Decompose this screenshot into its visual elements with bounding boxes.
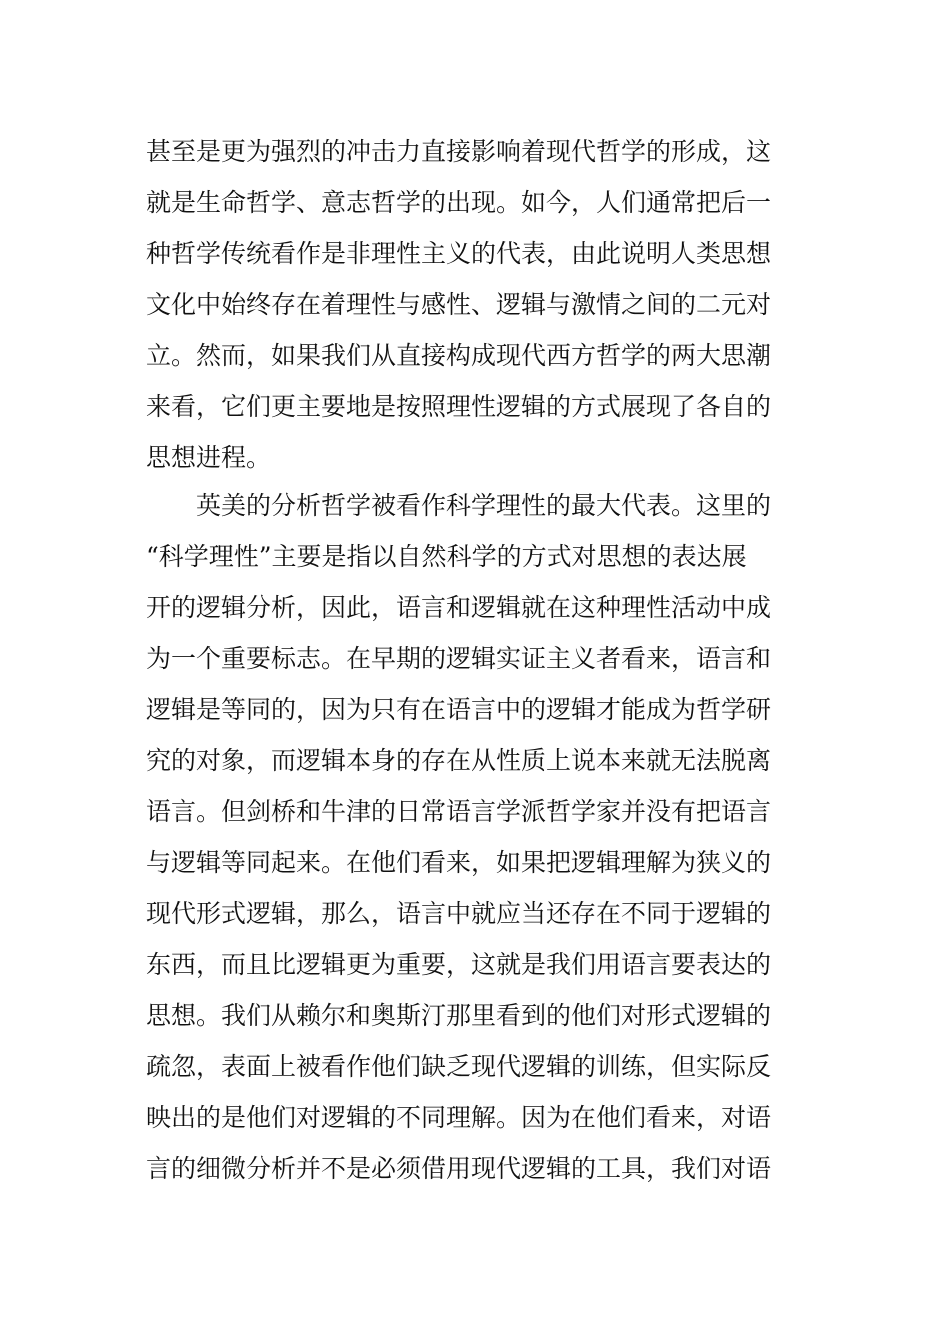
text-line: 思想进程。 — [146, 443, 272, 472]
text-line: 疏忽，表面上被看作他们缺乏现代逻辑的训练，但实际反 — [146, 1052, 772, 1081]
text-line: 英美的分析哲学被看作科学理性的最大代表。这里的 — [146, 491, 772, 520]
text-line: 与逻辑等同起来。在他们看来，如果把逻辑理解为狭义的 — [146, 848, 772, 877]
text-line: 逻辑是等同的，因为只有在语言中的逻辑才能成为哲学研 — [146, 695, 772, 724]
text-line: 映出的是他们对逻辑的不同理解。因为在他们看来，对语 — [146, 1103, 772, 1132]
text-line: 开的逻辑分析，因此，语言和逻辑就在这种理性活动中成 — [146, 593, 772, 622]
text-line: “科学理性”主要是指以自然科学的方式对思想的表达展 — [146, 542, 747, 571]
text-line: 就是生命哲学、意志哲学的出现。如今，人们通常把后一 — [146, 188, 772, 217]
text-line: 语言。但剑桥和牛津的日常语言学派哲学家并没有把语言 — [146, 797, 772, 826]
text-line: 言的细微分析并不是必须借用现代逻辑的工具，我们对语 — [146, 1154, 772, 1183]
text-line: 来看，它们更主要地是按照理性逻辑的方式展现了各自的 — [146, 392, 772, 421]
paragraph-1 — [146, 126, 806, 483]
text-line: 为一个重要标志。在早期的逻辑实证主义者看来，语言和 — [146, 644, 772, 673]
text-line: 究的对象，而逻辑本身的存在从性质上说本来就无法脱离 — [146, 746, 772, 775]
text-line: 思想。我们从赖尔和奥斯汀那里看到的他们对形式逻辑的 — [146, 1001, 772, 1030]
paragraph-2 — [146, 480, 806, 1194]
text-line: 文化中始终存在着理性与感性、逻辑与激情之间的二元对 — [146, 290, 772, 319]
text-line: 东西，而且比逻辑更为重要，这就是我们用语言要表达的 — [146, 950, 772, 979]
text-line: 种哲学传统看作是非理性主义的代表，由此说明人类思想 — [146, 239, 772, 268]
text-line: 立。然而，如果我们从直接构成现代西方哲学的两大思潮 — [146, 341, 772, 370]
text-line: 现代形式逻辑，那么，语言中就应当还存在不同于逻辑的 — [146, 899, 772, 928]
text-line: 甚至是更为强烈的冲击力直接影响着现代哲学的形成，这 — [146, 137, 772, 166]
